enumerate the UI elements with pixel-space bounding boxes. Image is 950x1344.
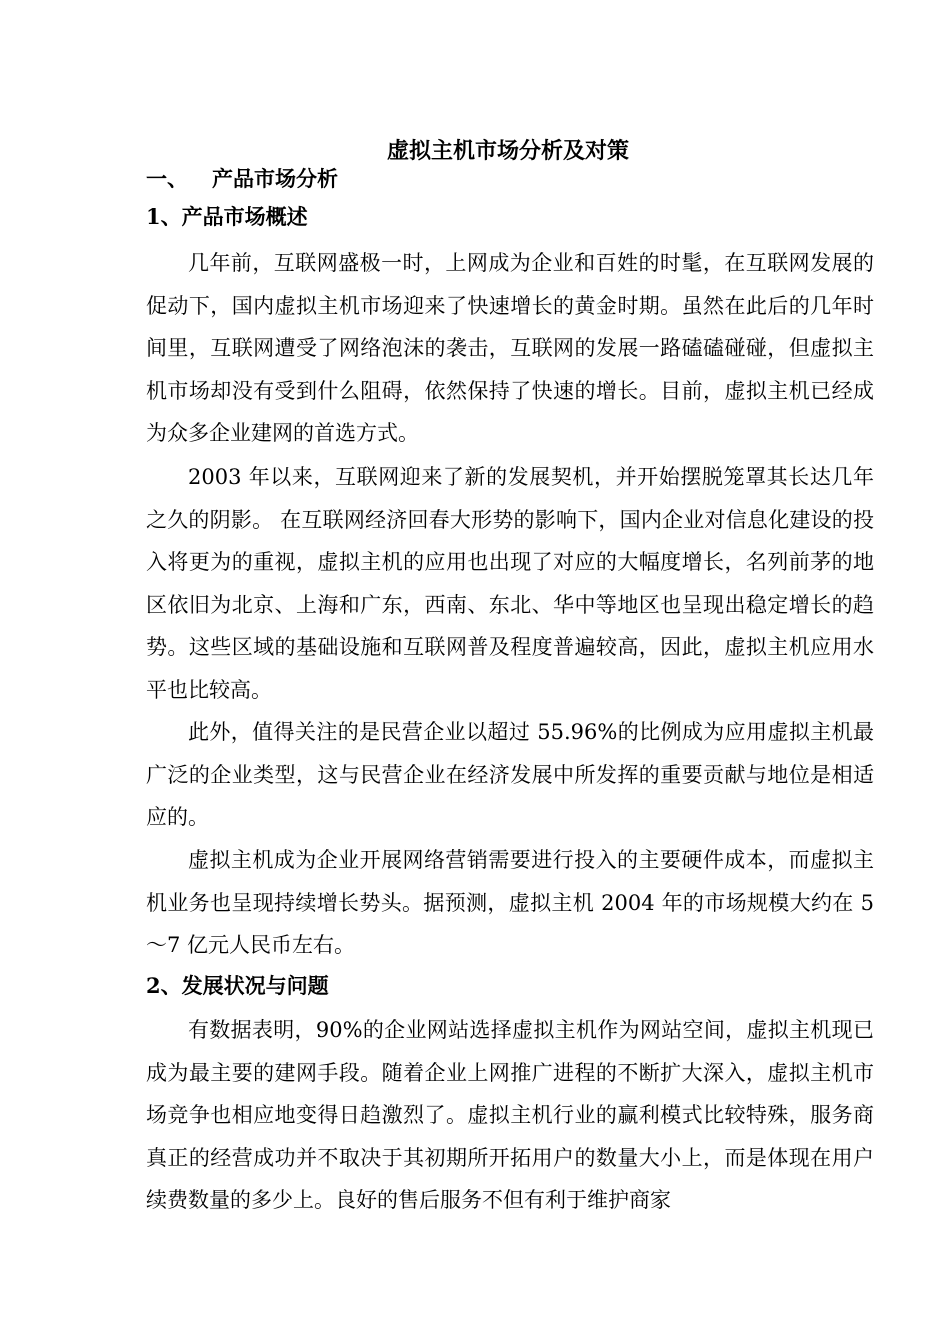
paragraph: 几年前，互联网盛极一时，上网成为企业和百姓的时髦，在互联网发展的促动下，国内虚拟主机市场迎来了快速增长的黄金时期。虽然在此后的几年时间里，互联网遭受了网络泡沫的袭击，互联网的发展一路磕磕碰碰，但虚拟主机市场却没有受到什么阻碍，依然保持了快速的增长。目前，虚拟主机已经成为众多企业建网的首选方式。	[146, 251, 874, 446]
paragraph: 2003 年以来，互联网迎来了新的发展契机，并开始摆脱笼罩其长达几年之久的阴影。 在互联网经济回春大形势的影响下，国内企业对信息化建设的投入将更为的重视，虚拟主机的应用也出现了对应的大幅度增长，名列前茅的地区依旧为北京、上海和广东，西南、东北、华中等地区也呈现出稳定增长的趋势。这些区域的基础设施和互联网普及程度普遍较高，因此，虚拟主机应用水平也比较高。	[146, 465, 874, 702]
section-number: 一、	[146, 166, 188, 191]
paragraph: 有数据表明，90%的企业网站选择虚拟主机作为网站空间，虚拟主机现已成为最主要的建网手段。随着企业上网推广进程的不断扩大深入，虚拟主机市场竞争也相应地变得日趋激烈了。虚拟主机行业的赢利模式比较特殊，服务商真正的经营成功并不取决于其初期所开拓用户的数量大小上，而是体现在用户续费数量的多少上。良好的售后服务不但有利于维护商家	[146, 1018, 874, 1213]
paragraph: 此外，值得关注的是民营企业以超过 55.96%的比例成为应用虚拟主机最广泛的企业类型，这与民营企业在经济发展中所发挥的重要贡献与地位是相适应的。	[146, 720, 874, 830]
document-title: 虚拟主机市场分析及对策	[386, 138, 629, 164]
section-title: 产品市场分析	[212, 166, 338, 191]
subsection-heading-2: 2、发展状况与问题	[146, 973, 329, 998]
section-heading-1	[146, 162, 338, 196]
subsection-heading-1: 1、产品市场概述	[146, 204, 308, 229]
paragraph: 虚拟主机成为企业开展网络营销需要进行投入的主要硬件成本，而虚拟主机业务也呈现持续增长势头。据预测，虚拟主机 2004 年的市场规模大约在 5～7 亿元人民币左右。	[146, 848, 874, 958]
